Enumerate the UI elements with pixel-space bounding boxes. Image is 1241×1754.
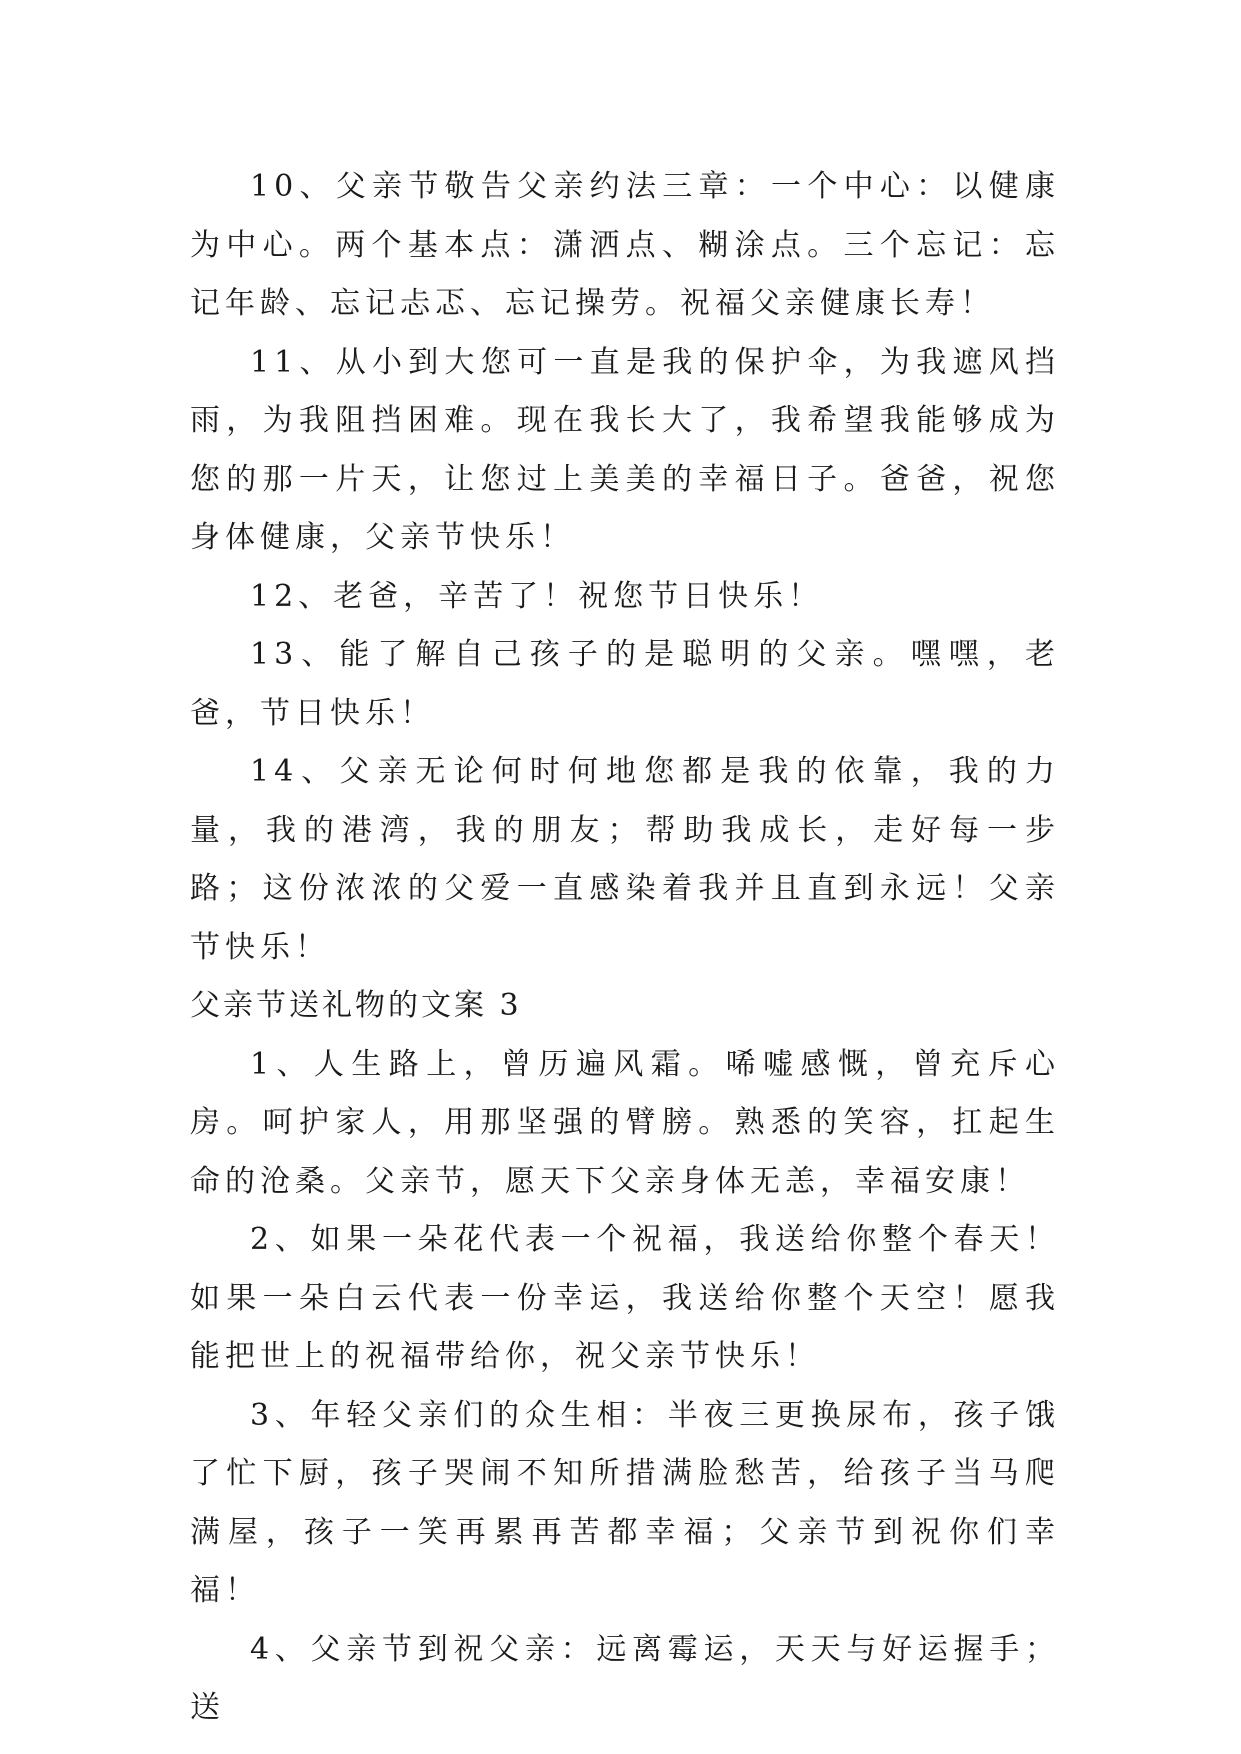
paragraph-11: 11、从小到大您可一直是我的保护伞，为我遮风挡雨，为我阻挡困难。现在我长大了，我希望我能够成为您的那一片天，让您过上美美的幸福日子。爸爸，祝您身体健康，父亲节快乐！ [190,344,1060,555]
paragraph-4: 4、父亲节到祝父亲：远离霉运，天天与好运握手；送 [190,1631,1060,1725]
section-title: 父亲节送礼物的文案 3 [190,988,522,1023]
paragraph-2: 2、如果一朵花代表一个祝福，我送给你整个春天！如果一朵白云代表一份幸运，我送给你整个天空！愿我能把世上的祝福带给你，祝父亲节快乐！ [190,1222,1060,1374]
document-page [190,158,1060,1738]
paragraph-12: 12、老爸，辛苦了！祝您节日快乐！ [250,578,824,614]
paragraph-1: 1、人生路上，曾历遍风霜。唏嘘感慨，曾充斥心房。呵护家人，用那坚强的臂膀。熟悉的笑容，扛起生命的沧桑。父亲节，愿天下父亲身体无恙，幸福安康！ [190,1046,1060,1199]
paragraph-14: 14、父亲无论何时何地您都是我的依靠，我的力量，我的港湾，我的朋友；帮助我成长，走好每一步路；这份浓浓的父爱一直感染着我并且直到永远！父亲节快乐！ [190,754,1060,965]
paragraph-3: 3、年轻父亲们的众生相：半夜三更换尿布，孩子饿了忙下厨，孩子哭闹不知所措满脸愁苦，给孩子当马爬满屋，孩子一笑再累再苦都幸福；父亲节到祝你们幸福！ [190,1397,1060,1608]
paragraph-13: 13、能了解自己孩子的是聪明的父亲。嘿嘿，老爸，节日快乐！ [190,637,1060,731]
paragraph-10: 10、父亲节敬告父亲约法三章：一个中心：以健康为中心。两个基本点：潇洒点、糊涂点。三个忘记：忘记年龄、忘记忐忑、忘记操劳。祝福父亲健康长寿！ [190,169,1060,321]
